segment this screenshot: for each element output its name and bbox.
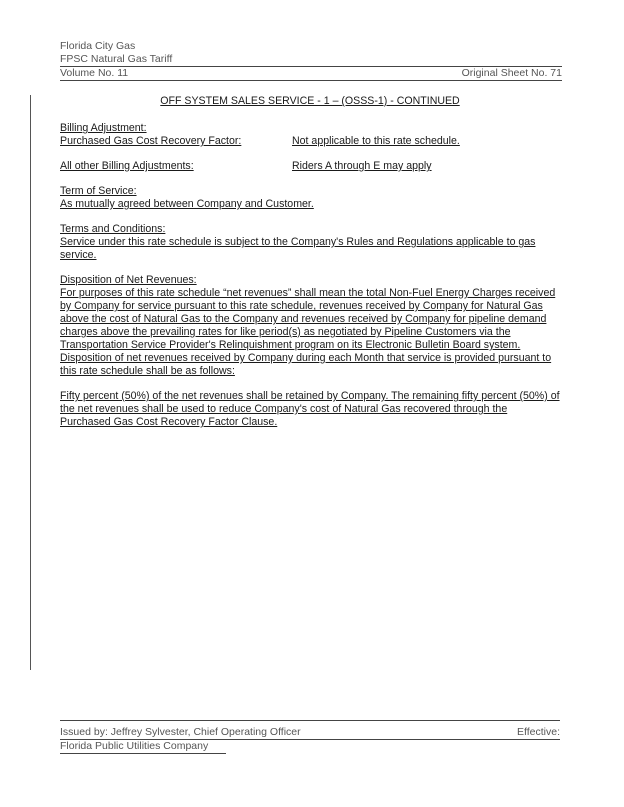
terms-conditions-text: Service under this rate schedule is subject to the Company's Rules and Regulations applicable to gas service. xyxy=(60,236,536,261)
terms-conditions-section xyxy=(60,223,560,262)
volume-number: Volume No. 11 xyxy=(60,67,129,79)
tariff-name: FPSC Natural Gas Tariff xyxy=(60,53,562,67)
term-of-service-section xyxy=(60,185,560,211)
company-name: Florida City Gas xyxy=(60,40,136,52)
tariff-header xyxy=(60,40,562,81)
issued-by: Issued by: Jeffrey Sylvester, Chief Operating Officer xyxy=(60,726,301,738)
effective-label: Effective: xyxy=(517,726,560,738)
revision-margin-line xyxy=(30,95,31,670)
other-adjustments-value: Riders A through E may apply xyxy=(292,160,432,172)
terms-conditions-heading: Terms and Conditions: xyxy=(60,223,166,235)
issued-row xyxy=(60,726,560,740)
disposition-paragraph-2: Fifty percent (50%) of the net revenues shall be retained by Company. The remaining fifty percent (50%) of the net revenues shall be used to reduce Company's cost of Natural Gas recovered through the Purchased Gas Cost Recovery Factor Clause. xyxy=(60,390,560,428)
tariff-content xyxy=(60,95,560,441)
tariff-footer xyxy=(60,720,560,754)
pgc-row xyxy=(60,135,560,148)
other-adjustments-section xyxy=(60,160,560,173)
pgc-value: Not applicable to this rate schedule. xyxy=(292,135,460,147)
footer-company: Florida Public Utilities Company xyxy=(60,740,226,754)
other-adjustments-row xyxy=(60,160,560,173)
term-of-service-heading: Term of Service: xyxy=(60,185,137,197)
disposition-split-section xyxy=(60,390,560,429)
disposition-paragraph-1: For purposes of this rate schedule “net revenues” shall mean the total Non-Fuel Energy Charges received by Company for service pursuant to this rate schedule, revenues received by Company for Natural Gas above the cost of Natural Gas to the Company and revenues received by Company for pipeline demand charges above the prevailing rates for like period(s) as negotiated by Pipeline Customers via the Transportation Service Provider's Relinquishment program on its Electronic Bulletin Board system. Disposition of net revenues received by Company during each Month that service is provided pursuant to this rate schedule shall be as follows: xyxy=(60,287,556,377)
pgc-label: Purchased Gas Cost Recovery Factor: xyxy=(60,135,242,147)
page-title: OFF SYSTEM SALES SERVICE - 1 – (OSSS-1) - CONTINUED xyxy=(160,95,460,107)
volume-sheet-row xyxy=(60,67,562,81)
disposition-heading: Disposition of Net Revenues: xyxy=(60,274,197,286)
billing-adjustment-heading: Billing Adjustment: xyxy=(60,122,147,134)
sheet-number: Original Sheet No. 71 xyxy=(461,67,562,79)
other-adjustments-label: All other Billing Adjustments: xyxy=(60,160,194,172)
term-of-service-text: As mutually agreed between Company and Customer. xyxy=(60,198,314,210)
billing-adjustment-section xyxy=(60,122,560,148)
disposition-section xyxy=(60,274,560,378)
